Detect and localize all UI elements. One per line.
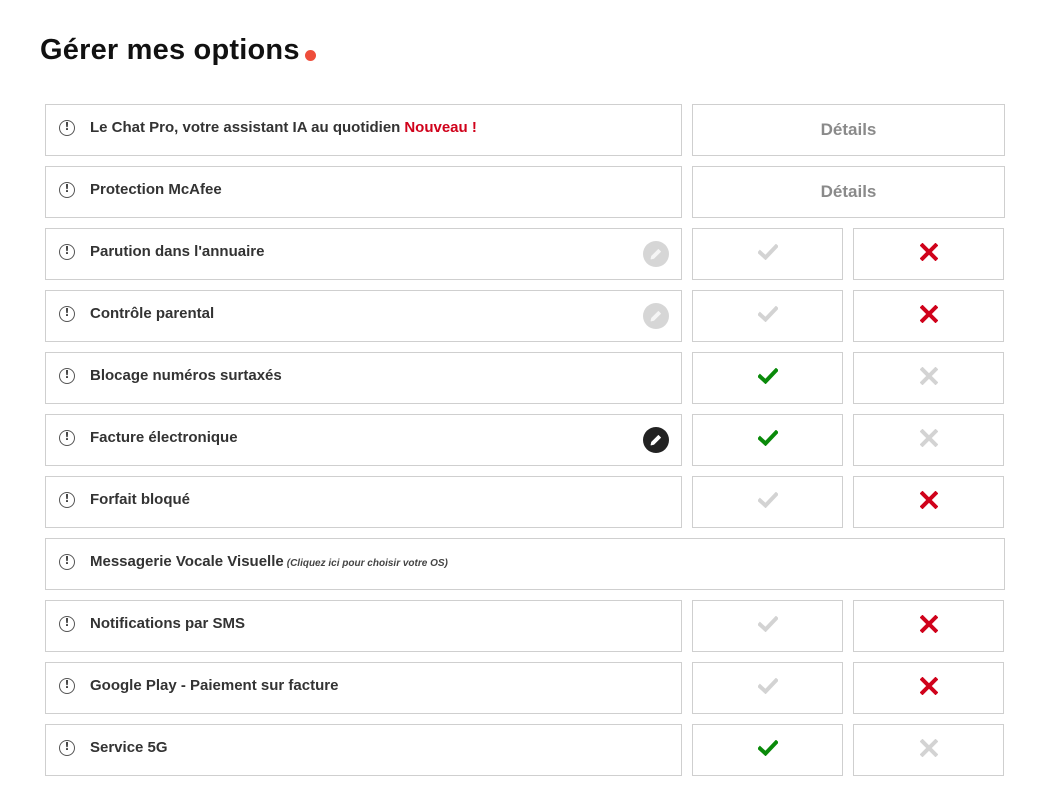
info-circle-icon[interactable] [59,306,75,322]
option-label [90,119,477,136]
info-circle-icon[interactable] [59,182,75,198]
cross-icon [920,305,938,328]
disable-option-button[interactable] [853,290,1004,342]
option-row [45,724,1005,776]
disable-option-button[interactable] [853,352,1004,404]
enable-option-button[interactable] [692,228,843,280]
option-label [90,739,168,756]
option-label-box [45,414,682,466]
option-label-text: Messagerie Vocale Visuelle [90,553,284,570]
option-row [45,290,1005,342]
check-icon [758,492,778,513]
pencil-icon[interactable] [643,427,669,453]
info-circle-icon[interactable] [59,430,75,446]
option-label-box [45,290,682,342]
info-circle-icon[interactable] [59,616,75,632]
info-circle-icon[interactable] [59,554,75,570]
option-label [90,305,214,322]
disable-option-button[interactable] [853,662,1004,714]
option-label-text: Parution dans l'annuaire [90,243,265,260]
option-row [45,228,1005,280]
disable-option-button[interactable] [853,600,1004,652]
info-circle-icon[interactable] [59,740,75,756]
enable-option-button[interactable] [692,290,843,342]
enable-option-button[interactable] [692,414,843,466]
info-circle-icon[interactable] [59,492,75,508]
pencil-icon[interactable] [643,303,669,329]
check-icon [758,678,778,699]
enable-option-button[interactable] [692,662,843,714]
title-accent-dot [305,50,316,61]
info-circle-icon[interactable] [59,244,75,260]
check-icon [758,368,778,389]
enable-option-button[interactable] [692,724,843,776]
enable-option-button[interactable] [692,352,843,404]
option-label-box [45,228,682,280]
option-label-text: Contrôle parental [90,305,215,322]
option-label [90,615,245,632]
cross-icon [920,615,938,638]
pencil-icon[interactable] [643,241,669,267]
enable-option-button[interactable] [692,600,843,652]
cross-icon [920,367,938,390]
cross-icon [920,491,938,514]
check-icon [758,616,778,637]
option-row [45,538,1005,590]
cross-icon [920,429,938,452]
option-row [45,104,1005,156]
option-row [45,662,1005,714]
option-row [45,600,1005,652]
cross-icon [920,677,938,700]
option-label [90,243,264,260]
disable-option-button[interactable] [853,476,1004,528]
enable-option-button[interactable] [692,476,843,528]
option-label-box [45,166,682,218]
option-label-text: Notifications par SMS [90,615,246,632]
option-label-text: Blocage numéros surtaxés [90,367,282,384]
details-button[interactable]: Détails [692,166,1005,218]
option-label-text: Facture électronique [90,429,238,446]
option-label-box [45,352,682,404]
option-label-box[interactable] [45,538,1005,590]
option-label [90,491,190,508]
page-title [40,32,316,68]
disable-option-button[interactable] [853,228,1004,280]
option-label [90,367,282,384]
check-icon [758,244,778,265]
option-label [90,677,338,694]
cross-icon [920,243,938,266]
check-icon [758,740,778,761]
info-circle-icon[interactable] [59,368,75,384]
os-choice-hint[interactable]: (Cliquez ici pour choisir votre OS) [286,558,448,569]
option-label-box [45,476,682,528]
option-row [45,352,1005,404]
option-label-box [45,724,682,776]
option-label-text: Service 5G [90,739,168,756]
info-circle-icon[interactable] [59,120,75,136]
disable-option-button[interactable] [853,414,1004,466]
option-label-text: Le Chat Pro, votre assistant IA au quotidien [90,119,401,136]
option-label [90,429,238,446]
info-circle-icon[interactable] [59,678,75,694]
options-list [45,104,1005,786]
check-icon [758,306,778,327]
option-label-text: Google Play - Paiement sur facture [90,677,339,694]
option-label-text: Forfait bloqué [90,491,190,508]
option-label-text: Protection McAfee [90,181,222,198]
option-row [45,166,1005,218]
option-label-box [45,662,682,714]
check-icon [758,430,778,451]
details-button[interactable]: Détails [692,104,1005,156]
new-badge: Nouveau ! [404,119,477,136]
option-row [45,476,1005,528]
option-label [90,553,448,570]
option-label-box [45,104,682,156]
option-label-box [45,600,682,652]
option-row [45,414,1005,466]
option-label [90,181,222,198]
cross-icon [920,739,938,762]
page-title-text: Gérer mes options [40,34,300,66]
disable-option-button[interactable] [853,724,1004,776]
